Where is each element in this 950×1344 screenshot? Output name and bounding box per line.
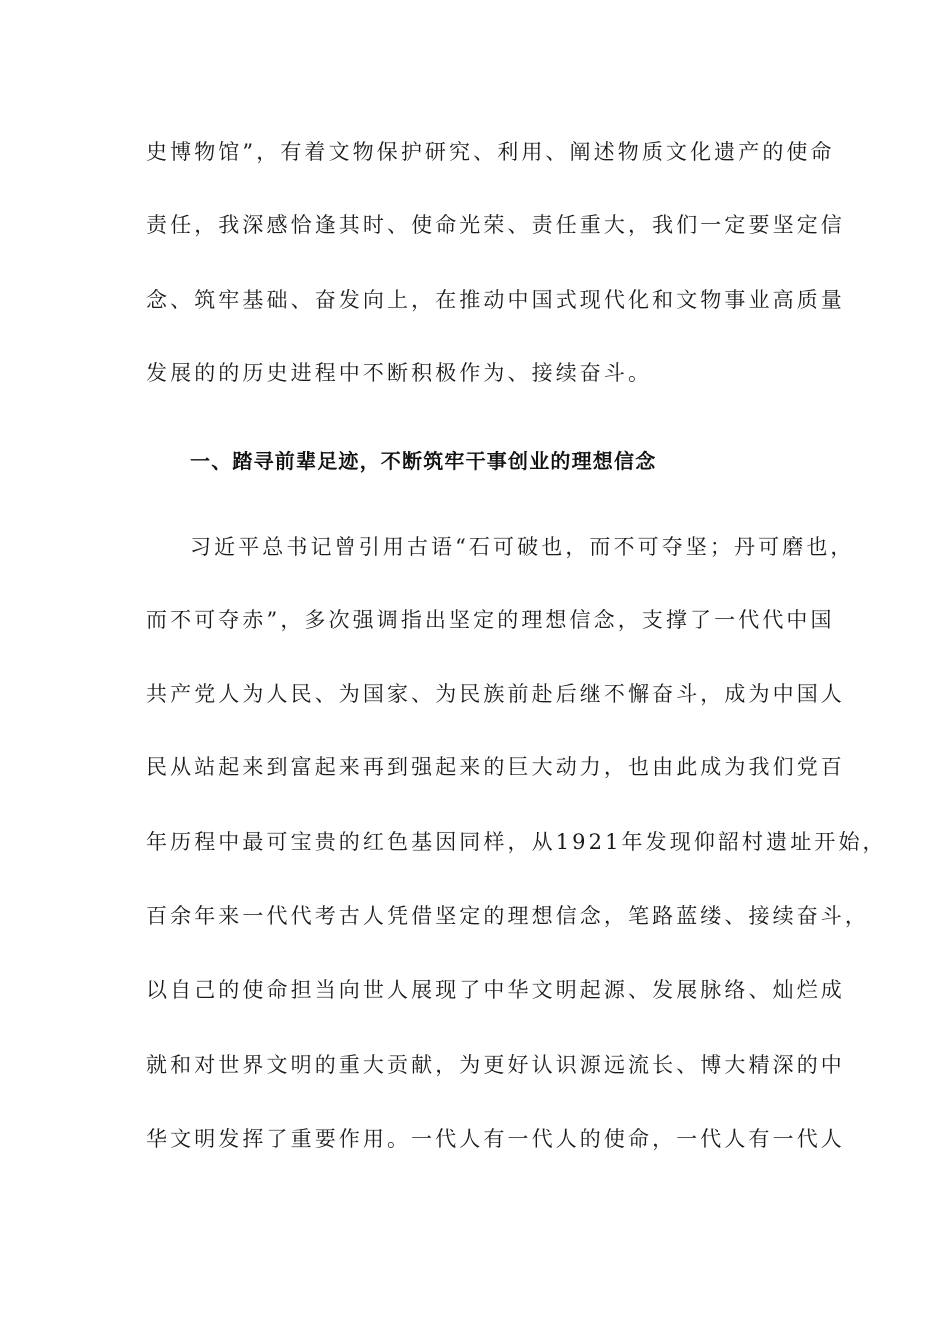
body-line-6: 百余年来一代代考古人凭借坚定的理想信念，笔路蓝缕、接续奋斗， (146, 904, 869, 928)
intro-line-1: 史博物馆”，有着文物保护研究、利用、阐述物质文化遗产的使命 (146, 140, 835, 164)
body-line-3: 共产党人为人民、为国家、为民族前赴后继不懈奋斗，成为中国人 (146, 682, 845, 706)
intro-line-4: 发展的的历史进程中不断积极作为、接续奋斗。 (146, 361, 653, 385)
body-line-5: 年历程中最可宝贵的红色基因同样，从1921年发现仰韶村遗址开始， (146, 830, 887, 854)
intro-line-3: 念、筑牢基础、奋发向上，在推动中国式现代化和文物事业高质量 (146, 288, 845, 312)
intro-line-2: 责任，我深感恰逢其时、使命光荣、责任重大，我们一定要坚定信 (146, 213, 845, 237)
body-line-1: 习近平总书记曾引用古语“石可破也，而不可夺坚；丹可磨也， (190, 535, 855, 559)
body-line-9: 华文明发挥了重要作用。一代人有一代人的使命，一代人有一代人 (146, 1127, 845, 1151)
body-line-7: 以自己的使命担当向世人展现了中华文明起源、发展脉络、灿烂成 (146, 978, 845, 1002)
body-line-8: 就和对世界文明的重大贡献，为更好认识源远流长、博大精深的中 (146, 1053, 845, 1077)
body-line-2: 而不可夺赤”，多次强调指出坚定的理想信念，支撑了一代代中国 (146, 608, 835, 632)
section-heading: 一、踏寻前辈足迹，不断筑牢干事创业的理想信念 (190, 449, 657, 473)
body-line-4: 民从站起来到富起来再到强起来的巨大动力，也由此成为我们党百 (146, 755, 845, 779)
